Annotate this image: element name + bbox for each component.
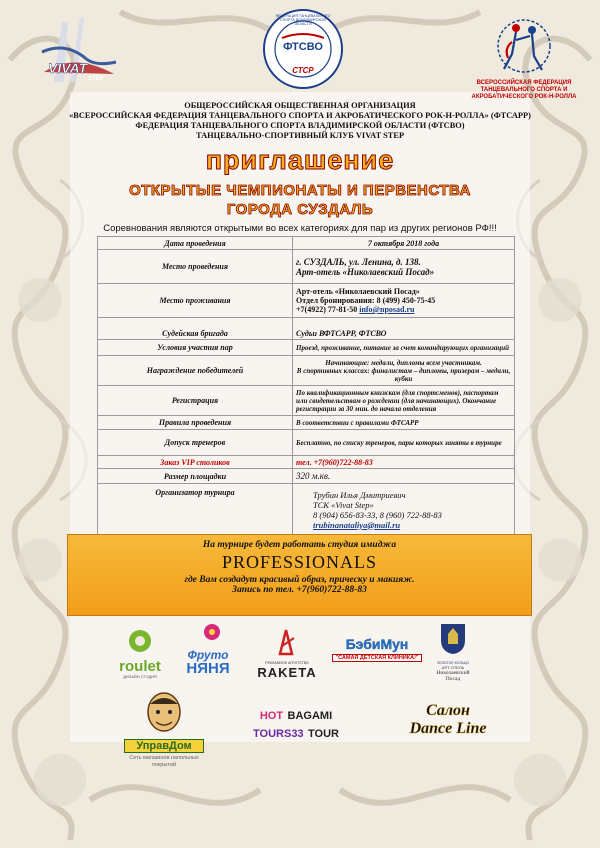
sponsor-frutonyanya	[172, 622, 244, 682]
info-label: Условия участия пар	[98, 340, 293, 356]
roulet-tag: ДИЗАЙН СТУДИЯ	[123, 674, 157, 679]
stay-hotel: Арт-отель «Николаевский Посад»	[296, 287, 420, 296]
ftsvo-ring-text: ФЕДЕРАЦИЯ ТАНЦЕВАЛЬНОГО СПОРТА ВЛАДИМИРСКОЙ ОБЛАСТИ	[275, 14, 331, 27]
ftsarr-text-1: ВСЕРОССИЙСКАЯ ФЕДЕРАЦИЯ	[476, 80, 572, 86]
table-row	[98, 237, 515, 250]
upravdom-name: УправДом	[124, 739, 204, 753]
ftsarr-text-2: ТАНЦЕВАЛЬНОГО СПОРТА И	[480, 87, 568, 93]
sponsor-roulet	[110, 628, 170, 684]
vivat-logo-word: VIVAT	[48, 60, 88, 76]
sponsor-nikolaevsky-posad	[428, 620, 478, 686]
sponsor-upravdom	[124, 692, 204, 772]
vivat-logo-sub: STEP	[88, 76, 104, 82]
info-label: Дата проведения	[98, 237, 293, 250]
vivat-step-logo	[24, 12, 124, 92]
table-row	[98, 484, 515, 536]
raketa-name: RAKETA	[257, 665, 317, 680]
info-value	[293, 356, 515, 386]
stay-phone-line	[296, 305, 511, 314]
awards-classes: В спортивных классах: финалистам – дипломы, призерам – медали, кубки	[296, 366, 511, 383]
organizer-email-link[interactable]: trubinanataliya@mail.ru	[313, 519, 401, 530]
raketa-tag: РЕКЛАМНОЕ АГЕНТСТВО	[265, 661, 309, 665]
vivat-dancers-icon	[24, 12, 124, 92]
ftsvo-badge-text: ФТСВО	[283, 41, 323, 53]
raketa-rocket-icon	[272, 628, 302, 656]
posad-line-2: Николаевский	[436, 670, 470, 676]
event-info-table	[97, 236, 515, 536]
promo-intro: На турнире будет работать студия имиджа	[202, 540, 397, 550]
info-label: Допуск тренеров	[98, 430, 293, 456]
upravdom-mascot-icon	[144, 692, 184, 734]
org-line-3: ФЕДЕРАЦИЯ ТАНЦЕВАЛЬНОГО СПОРТА ВЛАДИМИРСКОЙ ОБЛАСТИ (ФТСВО)	[135, 121, 465, 130]
table-row	[98, 356, 515, 386]
table-row	[98, 430, 515, 456]
organizer-club: ТСК «Vivat Step»	[313, 499, 374, 510]
info-value: Судьи ВФТСАРР, ФТСВО	[293, 318, 515, 340]
stay-booking: Отдел бронирования: 8 (499) 450-75-45	[296, 296, 436, 305]
info-label: Место проживания	[98, 284, 293, 318]
table-row	[98, 456, 515, 469]
venue-address: г. СУЗДАЛЬ, ул. Ленина, д. 138.	[296, 256, 421, 267]
info-value	[293, 284, 515, 318]
org-line-1: ОБЩЕРОССИЙСКАЯ ОБЩЕСТВЕННАЯ ОРГАНИЗАЦИЯ	[184, 101, 416, 110]
info-value: 320 м.кв.	[293, 469, 515, 484]
info-label: Награждение победителей	[98, 356, 293, 386]
bebimun-name: БэбиМун	[345, 636, 409, 652]
venue-hotel: Арт-отель «Николаевский Посад»	[296, 266, 435, 277]
table-row	[98, 416, 515, 430]
info-value: По квалификационным книжкам (для спортсменов), паспортам или свидетельствам о рождении (для начинающих). Окончание регистрации за 30 мин. до начала отделения	[293, 386, 515, 416]
info-value: тел. +7(960)722-88-83	[293, 456, 515, 469]
ftsarr-dancers-icon	[464, 14, 584, 76]
sponsor-raketa	[252, 628, 322, 680]
table-row	[98, 469, 515, 484]
posad-line-1: АРТ-ОТЕЛЬ	[441, 665, 465, 670]
stay-email-link[interactable]: info@nposad.ru	[359, 305, 415, 314]
info-value: Проезд, проживание, питание за счет командирующих организаций	[293, 340, 515, 356]
info-label: Судейская бригада	[98, 318, 293, 340]
upravdom-tag: Сеть магазинов напольных покрытий	[129, 755, 199, 768]
table-row	[98, 340, 515, 356]
city-title: ГОРОДА СУЗДАЛЬ	[226, 201, 374, 218]
ftsarr-logo	[464, 14, 584, 106]
table-row	[98, 386, 515, 416]
info-label: Правила проведения	[98, 416, 293, 430]
info-value: 7 октября 2018 года	[293, 237, 515, 250]
awards-beginners: Начинающие: медали, дипломы всем участникам.	[325, 358, 482, 367]
image-studio-promo	[67, 534, 532, 616]
invitation-title: приглашение	[205, 145, 395, 175]
info-label: Размер площадки	[98, 469, 293, 484]
championship-title: ОТКРЫТЫЕ ЧЕМПИОНАТЫ И ПЕРВЕНСТВА	[129, 182, 471, 199]
info-value: Бесплатно, по списку тренеров, пары которых заняты в турнире	[293, 430, 515, 456]
hottours-part-2: TOURS33	[253, 728, 304, 740]
info-label: Регистрация	[98, 386, 293, 416]
ftsvo-logo	[262, 8, 344, 90]
roulet-name: roulet	[119, 658, 161, 675]
table-row	[98, 284, 515, 318]
promo-description: где Вам создадут красивый образ, прическу и макияж.	[184, 575, 415, 585]
frutonyanya-flower-icon	[188, 622, 228, 644]
sponsor-hottours-bagami	[236, 706, 356, 740]
salon-line-2: Dance Line	[409, 720, 487, 737]
ftsarr-text-3: АКРОБАТИЧЕСКОГО РОК-Н-РОЛЛА	[471, 94, 577, 100]
bagami-part-3: BAGAMI	[287, 710, 333, 722]
info-label: Организатор турнира	[98, 484, 293, 536]
posad-crest-icon	[435, 620, 471, 656]
stay-phone: +7(4922) 77-81-50	[296, 305, 360, 314]
table-row	[98, 250, 515, 284]
info-value: В соответствии с правилами ФТСАРР	[293, 416, 515, 430]
org-line-4: ТАНЦЕВАЛЬНО-СПОРТИВНЫЙ КЛУБ VIVAT STEP	[195, 131, 405, 140]
promo-phone: Запись по тел. +7(960)722-88-83	[232, 585, 367, 595]
roulet-swirl-icon	[120, 628, 160, 654]
info-label: Место проведения	[98, 250, 293, 284]
organizer-phones: 8 (904) 656-83-33, 8 (960) 722-88-83	[313, 509, 442, 520]
table-row	[98, 318, 515, 340]
info-label: Заказ VIP столиков	[98, 456, 293, 469]
promo-brand: PROFESSIONALS	[221, 552, 378, 572]
sponsor-salon-dance-line	[378, 702, 518, 746]
salon-line-1: Салон	[426, 702, 470, 719]
org-line-2: «ВСЕРОССИЙСКАЯ ФЕДЕРАЦИЯ ТАНЦЕВАЛЬНОГО СПОРТА И АКРОБАТИЧЕСКОГО РОК-Н-РОЛЛА» (ФТСАРР)	[69, 111, 531, 120]
open-competition-note: Соревнования являются открытыми во всех категориях для пар из других регионов РФ!!!	[103, 223, 497, 234]
bebimun-tag: "САМАЯ ДЕТСКАЯ КЛИНИКА!"	[332, 654, 422, 662]
info-value	[293, 250, 515, 284]
info-value	[293, 484, 515, 536]
ftsvo-bottom-text: СТСР	[292, 66, 314, 75]
organizer-name: Трубин Илья Дмитриевич	[313, 489, 406, 500]
frutonyanya-bottom: НЯНЯ	[186, 660, 230, 677]
frutonyanya-top: Фруто	[187, 648, 229, 662]
posad-ring: ЗОЛОТОЕ КОЛЬЦО	[436, 661, 470, 665]
hottours-part-1: HOT	[259, 710, 284, 722]
posad-line-3: Посад	[445, 676, 461, 682]
bagami-part-4: TOUR	[308, 728, 339, 740]
sponsor-bebimun	[332, 636, 422, 676]
organizers-header	[60, 101, 540, 141]
